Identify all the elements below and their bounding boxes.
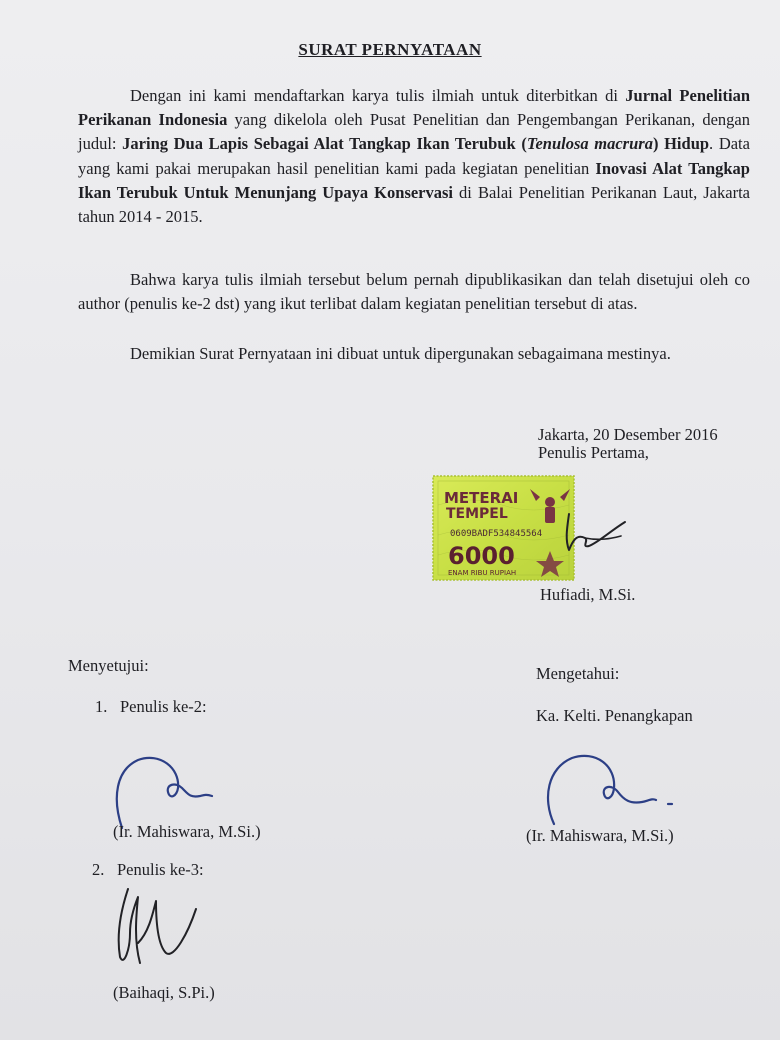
- p1-text-4: di Balai Penelitian Perikanan Laut, Jakarta tahun 2014 - 2015.: [78, 182, 750, 227]
- author2-name: (Ir. Mahiswara, M.Si.): [113, 822, 261, 841]
- paper-title-part-2: ) Hidup: [652, 134, 710, 154]
- author3-number: 2.: [92, 860, 105, 879]
- approval-label: Menyetujui:: [68, 656, 149, 675]
- stamp-line-1: METERAI: [444, 489, 519, 507]
- p1-text-3: . Data yang kami pakai merupakan hasil penelitian kami pada kegiatan penelitian: [78, 134, 750, 178]
- acknowledge-role: Ka. Kelti. Penangkapan: [536, 706, 693, 725]
- stamp-serial: 0609BADF534845564: [450, 529, 543, 539]
- meterai-stamp: [432, 475, 575, 581]
- acknowledger-signature: [538, 748, 688, 838]
- p1-text-1: Dengan ini kami mendaftarkan karya tulis ilmiah untuk diterbitkan di: [130, 86, 626, 105]
- paper-title-part-1: Jaring Dua Lapis Sebagai Alat Tangkap Ikan Terubuk (: [122, 134, 527, 154]
- document-title: SURAT PERNYATAAN: [298, 40, 482, 59]
- place-date: Jakarta, 20 Desember 2016: [538, 425, 718, 444]
- p1-text-2: yang dikelola oleh Pusat Penelitian dan Pengembangan Perikanan, dengan judul:: [78, 110, 751, 154]
- author3-name: (Baihaqi, S.Pi.): [113, 983, 215, 1002]
- acknowledge-name: (Ir. Mahiswara, M.Si.): [526, 826, 674, 845]
- journal-name: Jurnal Penelitian Perikanan Indonesia: [78, 86, 750, 130]
- paragraph-declaration: Bahwa karya tulis ilmiah tersebut belum pernah dipublikasikan dan telah disetujui oleh co author (penulis ke-2 dst) yang ikut terlibat dalam kegiatan penelitian tersebut di atas.: [78, 270, 750, 314]
- first-author-name: Hufiadi, M.Si.: [540, 585, 636, 604]
- stamp-line-2: TEMPEL: [446, 506, 508, 522]
- stamp-value: 6000: [448, 542, 515, 570]
- first-author-signature: [555, 510, 635, 560]
- paragraph-closing: Demikian Surat Pernyataan ini dibuat untuk dipergunakan sebagaimana mestinya.: [130, 344, 671, 363]
- paragraph-registration: [78, 84, 750, 229]
- stamp-value-text: ENAM RIBU RUPIAH: [448, 569, 517, 577]
- author2-number: 1.: [95, 697, 108, 716]
- research-activity-name: Inovasi Alat Tangkap Ikan Terubuk Untuk Menunjang Upaya Konservasi: [78, 158, 750, 202]
- first-author-label: Penulis Pertama,: [538, 443, 649, 462]
- author3-label: Penulis ke-3:: [117, 860, 204, 879]
- species-name: Tenulosa macrura: [526, 134, 653, 154]
- author2-label: Penulis ke-2:: [120, 697, 207, 716]
- author3-signature: [108, 883, 208, 973]
- acknowledge-label: Mengetahui:: [536, 664, 620, 683]
